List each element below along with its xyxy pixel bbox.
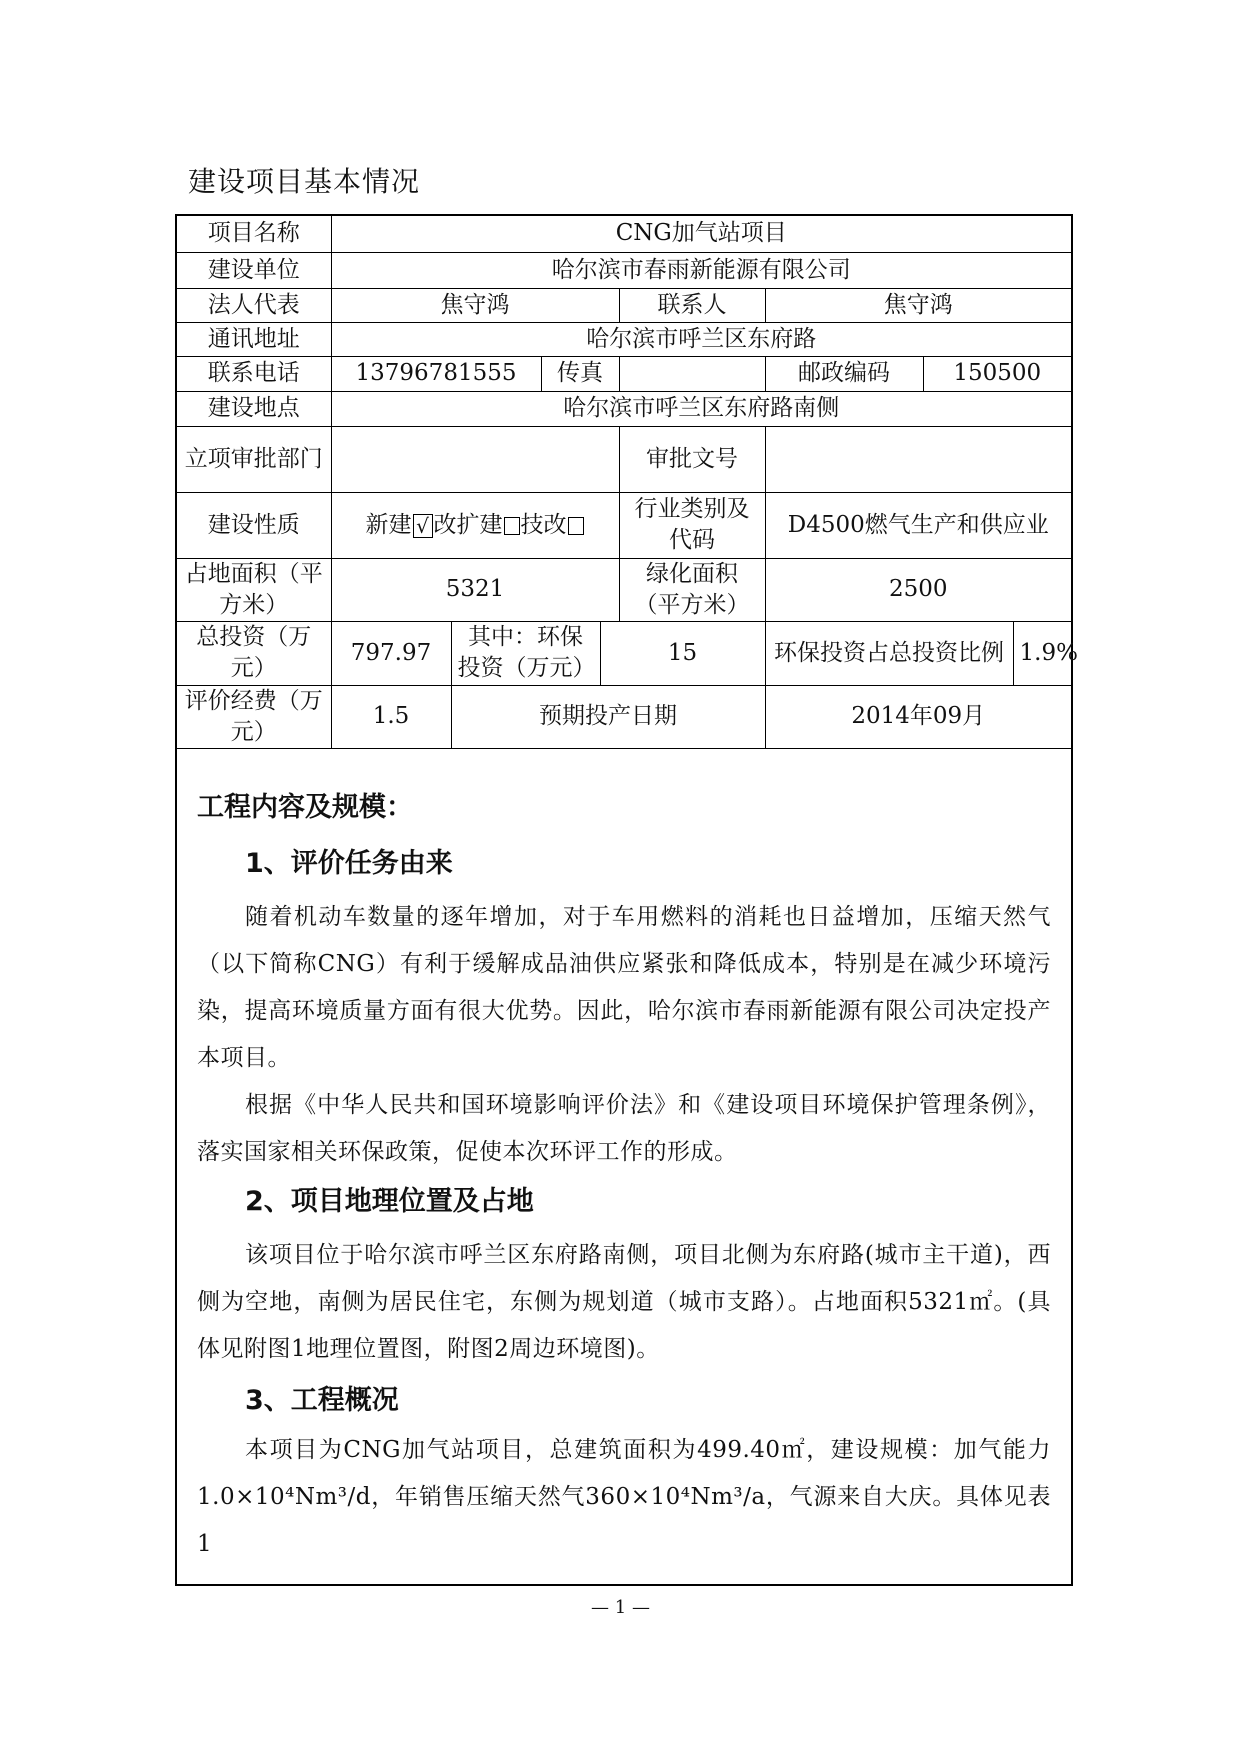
land-area-label: 占地面积（平方米） <box>177 558 331 621</box>
section-2-paragraph-1: 该项目位于哈尔滨市呼兰区东府路南侧，项目北侧为东府路(城市主干道)，西侧为空地，南侧为居民住宅，东侧为规划道（城市支路）。占地面积5321㎡。(具体见附图1地理位置图，附图2周边环境图)。 <box>197 1242 1051 1362</box>
table-row <box>177 252 1071 288</box>
env-ratio-label: 环保投资占总投资比例 <box>765 621 1013 685</box>
env-ratio-value: 1.9% <box>1013 621 1071 685</box>
project-content <box>177 786 1071 1568</box>
checked-box-icon: √ <box>413 514 433 538</box>
nature-label: 建设性质 <box>177 492 331 558</box>
phone-label: 联系电话 <box>177 356 331 391</box>
empty-box-icon <box>568 517 584 535</box>
start-date-label: 预期投产日期 <box>451 685 765 748</box>
industry-value: D4500燃气生产和供应业 <box>765 492 1071 558</box>
section-1-title: 1、评价任务由来 <box>245 848 453 879</box>
section-2-title: 2、项目地理位置及占地 <box>245 1186 534 1217</box>
project-name-value: CNG加气站项目 <box>331 216 1071 252</box>
eval-fee-label: 评价经费（万元） <box>177 685 331 748</box>
eval-fee-value: 1.5 <box>331 685 451 748</box>
project-info-frame <box>175 214 1078 1586</box>
section-3-paragraph-1: 本项目为CNG加气站项目，总建筑面积为499.40㎡，建设规模：加气能力1.0×10⁴Nm³/d，年销售压缩天然气360×10⁴Nm³/a，气源来自大庆。具体见表1 <box>197 1437 1051 1557</box>
green-area-value: 2500 <box>765 558 1071 621</box>
builder-label: 建设单位 <box>177 252 331 288</box>
total-invest-value: 797.97 <box>331 621 451 685</box>
section-1-paragraph-1: 随着机动车数量的逐年增加，对于车用燃料的消耗也日益增加，压缩天然气（以下简称CNG）有利于缓解成品油供应紧张和降低成本，特别是在减少环境污染，提高环境质量方面有很大优势。因此，哈尔滨市春雨新能源有限公司决定投产本项目。 <box>197 904 1051 1071</box>
nature-tech-text: 技改 <box>520 511 567 538</box>
section-3-title: 3、工程概况 <box>245 1385 399 1416</box>
nature-new-text: 新建 <box>365 511 412 538</box>
approval-no-value <box>765 426 1071 492</box>
page-title: 建设项目基本情况 <box>188 165 421 198</box>
contact-label: 联系人 <box>619 288 765 322</box>
table-row <box>177 492 1071 558</box>
table-row <box>177 685 1071 748</box>
fax-label: 传真 <box>541 356 619 391</box>
site-label: 建设地点 <box>177 391 331 426</box>
approval-dept-label: 立项审批部门 <box>177 426 331 492</box>
nature-value <box>331 492 619 558</box>
legal-rep-value: 焦守鸿 <box>331 288 619 322</box>
postcode-value: 150500 <box>923 356 1071 391</box>
phone-value: 13796781555 <box>331 356 541 391</box>
empty-box-icon <box>504 517 520 535</box>
builder-value: 哈尔滨市春雨新能源有限公司 <box>331 252 1071 288</box>
table-row <box>177 288 1071 322</box>
page-number: — 1 — <box>591 1597 650 1618</box>
legal-rep-label: 法人代表 <box>177 288 331 322</box>
industry-label: 行业类别及代码 <box>619 492 765 558</box>
table-row <box>177 356 1071 391</box>
table-row <box>177 426 1071 492</box>
address-value: 哈尔滨市呼兰区东府路 <box>331 322 1071 356</box>
land-area-value: 5321 <box>331 558 619 621</box>
table-row <box>177 558 1071 621</box>
project-info-table <box>177 216 1078 749</box>
total-invest-label: 总投资（万元） <box>177 621 331 685</box>
table-row <box>177 621 1071 685</box>
env-invest-value: 15 <box>600 621 765 685</box>
green-area-label: 绿化面积（平方米） <box>619 558 765 621</box>
content-heading: 工程内容及规模： <box>197 792 413 823</box>
approval-dept-value <box>331 426 619 492</box>
section-1-paragraph-2: 根据《中华人民共和国环境影响评价法》和《建设项目环境保护管理条例》，落实国家相关环保政策，促使本次环评工作的形成。 <box>197 1092 1051 1165</box>
table-row <box>177 322 1071 356</box>
table-row <box>177 391 1071 426</box>
start-date-value: 2014年09月 <box>765 685 1071 748</box>
fax-value <box>619 356 765 391</box>
nature-expand-text: 改扩建 <box>433 511 503 538</box>
postcode-label: 邮政编码 <box>765 356 923 391</box>
address-label: 通讯地址 <box>177 322 331 356</box>
env-invest-label: 其中：环保投资（万元） <box>451 621 600 685</box>
table-row <box>177 216 1071 252</box>
approval-no-label: 审批文号 <box>619 426 765 492</box>
project-name-label: 项目名称 <box>177 216 331 252</box>
contact-value: 焦守鸿 <box>765 288 1071 322</box>
site-value: 哈尔滨市呼兰区东府路南侧 <box>331 391 1071 426</box>
